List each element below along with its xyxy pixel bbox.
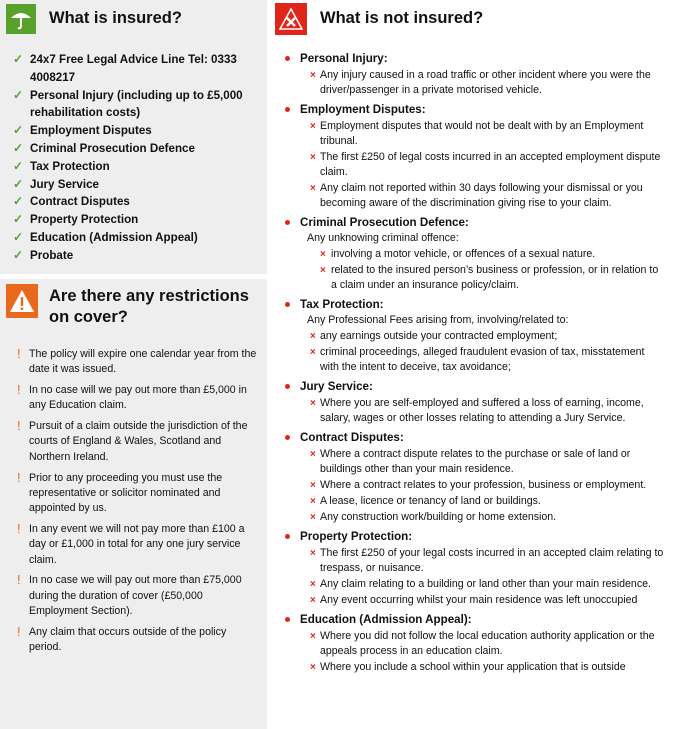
exclusion-item-text: Any injury caused in a road traffic or other incident where you were the driver/passenger in a private motorised vehicle. <box>320 69 651 96</box>
bullet-icon <box>285 384 290 389</box>
cross-small-icon: × <box>310 331 316 342</box>
exclusion-item <box>300 577 665 592</box>
restriction-item <box>17 419 257 465</box>
exclusion-item <box>300 510 665 525</box>
exclusion-section <box>285 102 665 211</box>
insured-item-label: Property Protection <box>30 213 139 227</box>
insured-item-label: Jury Service <box>30 177 99 191</box>
cross-small-icon: × <box>310 152 316 163</box>
check-icon: ✓ <box>13 52 24 66</box>
exclusion-item <box>300 396 665 426</box>
cross-small-icon: × <box>320 249 326 260</box>
restriction-item <box>17 347 257 378</box>
exclusion-section <box>285 379 665 426</box>
insured-item <box>13 87 263 123</box>
exclamation-icon: ! <box>17 520 21 536</box>
exclusion-item <box>300 247 665 262</box>
restrictions-header <box>6 284 249 329</box>
cross-small-icon: × <box>310 121 316 132</box>
insured-item-label: Contract Disputes <box>30 195 130 209</box>
exclusion-section <box>285 51 665 98</box>
restriction-item <box>17 573 257 619</box>
exclusion-item-text: The first £250 of legal costs incurred in an accepted employment dispute claim. <box>320 151 661 178</box>
check-icon: ✓ <box>13 87 24 102</box>
cross-small-icon: × <box>310 347 316 358</box>
exclamation-icon: ! <box>17 418 21 434</box>
insured-item <box>13 193 263 211</box>
exclusion-item-text: Where you did not follow the local education authority application or the appeals process in an education claim. <box>320 630 655 657</box>
insured-title: What is insured? <box>49 9 182 28</box>
exclamation-icon: ! <box>17 382 21 398</box>
exclusion-heading: Personal Injury: <box>300 52 388 65</box>
exclusion-section <box>285 529 665 608</box>
bullet-icon <box>285 302 290 307</box>
exclusion-heading: Jury Service: <box>300 380 373 393</box>
cross-icon <box>275 3 307 35</box>
check-icon: ✓ <box>13 176 24 191</box>
exclusion-section <box>285 612 665 675</box>
exclusion-item <box>300 494 665 509</box>
check-icon: ✓ <box>13 194 24 209</box>
restriction-item <box>17 522 257 568</box>
exclusion-item-text: Where a contract dispute relates to the purchase or sale of land or buildings other than your main residence. <box>320 448 631 475</box>
exclusion-item-text: Any construction work/building or home extension. <box>320 511 557 523</box>
exclusion-item-text: A lease, licence or tenancy of land or buildings. <box>320 495 541 507</box>
exclusion-heading: Education (Admission Appeal): <box>300 613 472 626</box>
restrictions-list <box>17 347 257 661</box>
restriction-item-text: Any claim that occurs outside of the policy period. <box>29 625 227 654</box>
exclusion-item-text: Where a contract relates to your profession, business or employment. <box>320 479 647 491</box>
exclusion-heading: Employment Disputes: <box>300 103 426 116</box>
exclusion-item <box>300 546 665 576</box>
exclamation-icon: ! <box>17 623 21 639</box>
insured-item-label: Employment Disputes <box>30 124 152 138</box>
exclusion-item <box>300 660 665 675</box>
exclusion-item <box>300 447 665 477</box>
restriction-item <box>17 471 257 517</box>
exclusion-item-text: criminal proceedings, alleged fraudulent evasion of tax, misstatement with the intent to deceive, tax avoidance; <box>320 346 645 373</box>
bullet-icon <box>285 220 290 225</box>
exclamation-icon: ! <box>17 346 21 361</box>
check-icon: ✓ <box>13 212 24 227</box>
exclusion-item-text: Any claim not reported within 30 days following your dismissal or you becoming aware of the discrimination giving rise to your claim. <box>320 182 643 209</box>
exclusion-item-text: Where you are self-employed and suffered a loss of earning, income, salary, wages or other losses relating to attending a Jury Service. <box>320 397 644 424</box>
exclusion-heading: Property Protection: <box>300 530 413 543</box>
exclusion-item <box>300 119 665 149</box>
cross-small-icon: × <box>310 70 316 81</box>
restriction-item <box>17 383 257 414</box>
restriction-item-text: In no case will we pay out more than £5,000 in any Education claim. <box>29 384 247 412</box>
exclamation-icon: ! <box>17 469 21 485</box>
exclusion-item-text: The first £250 of your legal costs incurred in an accepted claim relating to trespass, or nuisance. <box>320 547 664 574</box>
exclusion-section <box>285 297 665 375</box>
insured-item <box>13 176 263 194</box>
cross-small-icon: × <box>310 449 316 460</box>
exclusion-intro: Any unknowing criminal offence: <box>307 232 459 244</box>
exclusion-item <box>300 329 665 344</box>
exclusion-item <box>300 345 665 375</box>
cross-small-icon: × <box>310 512 316 523</box>
not-insured-list <box>285 51 665 679</box>
exclusion-item-text: related to the insured person’s business or profession, or in relation to a claim under an insurance policy/claim. <box>331 264 659 291</box>
exclusion-section <box>285 430 665 525</box>
insured-item-label: Tax Protection <box>30 159 110 173</box>
exclusion-heading: Criminal Prosecution Defence: <box>300 216 469 229</box>
exclusion-item <box>300 263 665 293</box>
not-insured-title: What is not insured? <box>320 9 484 28</box>
exclusion-item-text: Any event occurring whilst your main residence was left unoccupied <box>320 594 638 606</box>
bullet-icon <box>285 435 290 440</box>
cross-small-icon: × <box>320 265 326 276</box>
insured-item <box>13 211 263 229</box>
check-icon: ✓ <box>13 123 24 138</box>
exclusion-heading: Tax Protection: <box>300 298 384 311</box>
insured-item-label: Probate <box>30 248 74 262</box>
umbrella-icon <box>6 4 36 34</box>
insured-item-label: Criminal Prosecution Defence <box>30 141 195 155</box>
cross-small-icon: × <box>310 183 316 194</box>
bullet-icon <box>285 56 290 61</box>
restriction-item-text: Prior to any proceeding you must use the representative or solicitor nominated and appointed by us. <box>29 471 223 515</box>
check-icon: ✓ <box>13 229 24 244</box>
exclusion-item-text: any earnings outside your contracted employment; <box>320 330 558 342</box>
exclusion-item-text: involving a motor vehicle, or offences of a sexual nature. <box>331 248 596 260</box>
insured-item-label: Education (Admission Appeal) <box>30 230 198 244</box>
check-icon: ✓ <box>13 158 24 173</box>
cross-small-icon: × <box>310 631 316 642</box>
exclusion-item <box>300 629 665 659</box>
warning-icon <box>6 284 38 318</box>
check-icon: ✓ <box>13 247 24 262</box>
check-icon: ✓ <box>13 140 24 155</box>
exclusion-heading: Contract Disputes: <box>300 431 404 444</box>
exclusion-item <box>300 593 665 608</box>
cross-small-icon: × <box>310 662 316 673</box>
insured-item <box>13 247 263 265</box>
insured-item <box>13 158 263 176</box>
insured-item <box>13 140 263 158</box>
restriction-item <box>17 625 257 656</box>
restriction-item-text: Pursuit of a claim outside the jurisdiction of the courts of England & Wales, Scotland and Northern Ireland. <box>29 420 248 463</box>
exclusion-item-text: Any claim relating to a building or land other than your main residence. <box>320 578 651 590</box>
exclusion-section <box>285 215 665 293</box>
bullet-icon <box>285 617 290 622</box>
insured-item-label: 24x7 Free Legal Advice Line Tel: 0333 4008217 <box>30 53 237 84</box>
insured-panel <box>0 0 267 274</box>
exclusion-item <box>300 150 665 180</box>
exclusion-item <box>300 181 665 211</box>
exclamation-icon: ! <box>17 572 21 588</box>
exclusion-intro: Any Professional Fees arising from, involving/related to: <box>307 314 569 326</box>
exclusion-item-text: Where you include a school within your application that is outside <box>320 661 626 673</box>
insured-item <box>13 51 263 87</box>
restriction-item-text: In no case we will pay out more than £75,000 during the duration of cover (£50,000 Employment Section). <box>29 574 242 617</box>
insured-header <box>6 4 182 34</box>
cross-small-icon: × <box>310 548 316 559</box>
insured-item <box>13 229 263 247</box>
bullet-icon <box>285 534 290 539</box>
bullet-icon <box>285 107 290 112</box>
cross-small-icon: × <box>310 595 316 606</box>
exclusion-item <box>300 478 665 493</box>
restriction-item-text: In any event we will not pay more than £100 a day or £1,000 in total for any one jury service claim. <box>29 522 245 566</box>
not-insured-header <box>275 3 483 35</box>
restriction-item-text: The policy will expire one calendar year from the date it was issued. <box>29 348 257 376</box>
cross-small-icon: × <box>310 496 316 507</box>
cross-small-icon: × <box>310 579 316 590</box>
insured-item-label: Personal Injury (including up to £5,000 rehabilitation costs) <box>30 88 243 120</box>
cross-small-icon: × <box>310 398 316 409</box>
exclusion-item-text: Employment disputes that would not be dealt with by an Employment tribunal. <box>320 120 644 147</box>
cross-small-icon: × <box>310 480 316 491</box>
restrictions-title: Are there any restrictions on cover? <box>49 287 249 327</box>
insured-item <box>13 122 263 140</box>
exclusion-item <box>300 68 665 98</box>
insured-list <box>13 51 263 265</box>
